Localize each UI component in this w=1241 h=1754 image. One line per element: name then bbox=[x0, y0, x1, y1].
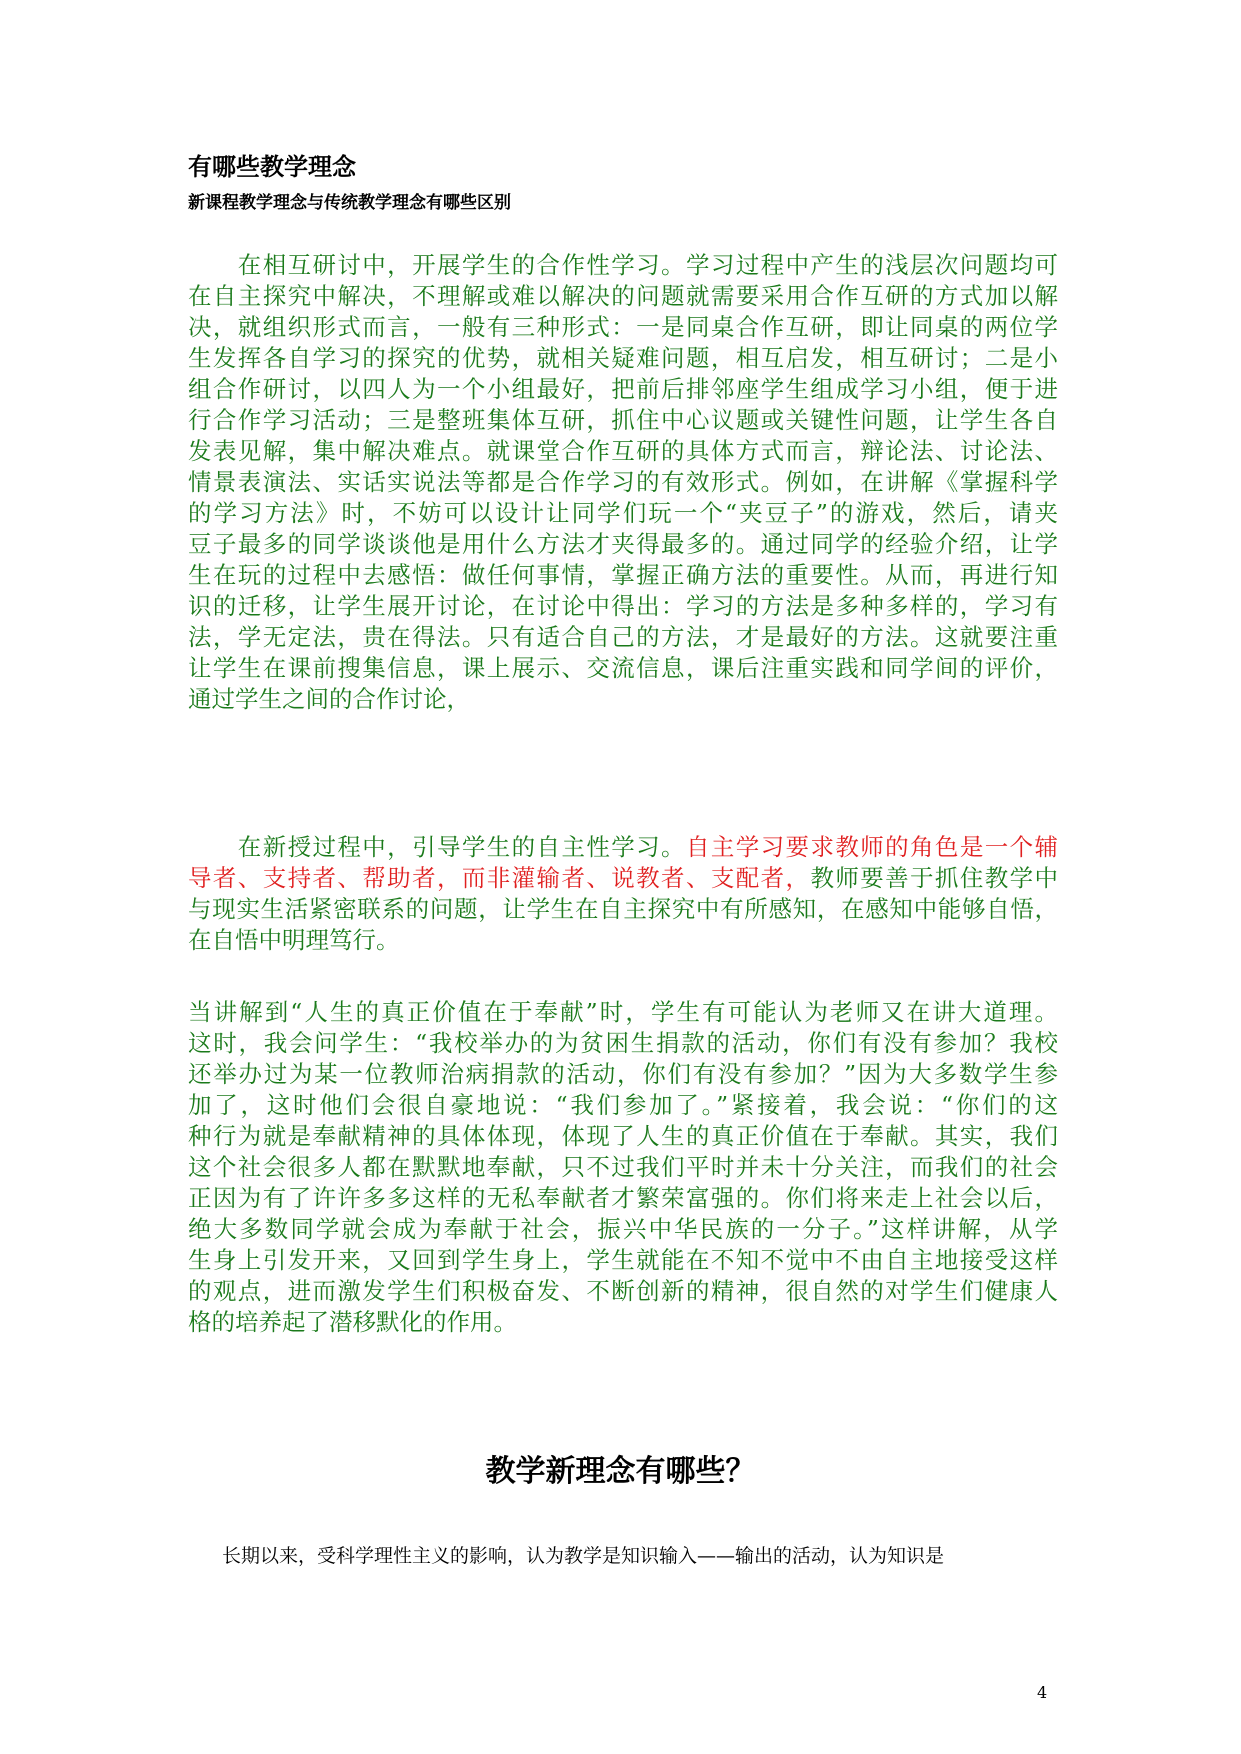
paragraph-line: 的学习方法》时，不妨可以设计让同学们玩一个“夹豆子”的游戏，然后，请夹 bbox=[188, 499, 1058, 527]
paragraph-line: 豆子最多的同学谈谈他是用什么方法才夹得最多的。通过同学的经验介绍，让学 bbox=[188, 530, 1058, 558]
paragraph-line: 在自主探究中解决，不理解或难以解决的问题就需要采用合作互研的方式加以解 bbox=[188, 282, 1058, 310]
paragraph-line: 当讲解到“人生的真正价值在于奉献”时，学生有可能认为老师又在讲大道理。 bbox=[188, 998, 1058, 1026]
paragraph-line: 格的培养起了潜移默化的作用。 bbox=[188, 1308, 517, 1336]
paragraph-line: 生发挥各自学习的探究的优势，就相关疑难问题，相互启发，相互研讨；二是小 bbox=[188, 344, 1058, 372]
paragraph-line: 还举办过为某一位教师治病捐款的活动，你们有没有参加？”因为大多数学生参 bbox=[188, 1060, 1058, 1088]
paragraph-line: 种行为就是奉献精神的具体体现，体现了人生的真正价值在于奉献。其实，我们 bbox=[188, 1122, 1058, 1150]
text-red-highlight: 自主学习要求教师的角色是一个辅 bbox=[685, 833, 1059, 861]
paragraph-line bbox=[188, 832, 1058, 863]
paragraph-line: 组合作研讨，以四人为一个小组最好，把前后排邻座学生组成学习小组，便于进 bbox=[188, 375, 1058, 403]
text-green: 在新授过程中，引导学生的自主性学习。 bbox=[188, 833, 686, 861]
paragraph-self-directed-learning bbox=[188, 832, 1058, 956]
paragraph-line: 在自悟中明理笃行。 bbox=[188, 926, 400, 954]
paragraph-line bbox=[188, 863, 1058, 894]
page-title: 有哪些教学理念 bbox=[188, 153, 356, 181]
paragraph-line: 决，就组织形式而言，一般有三种形式：一是同桌合作互研，即让同桌的两位学 bbox=[188, 313, 1058, 341]
paragraph-line: 法，学无定法，贵在得法。只有适合自己的方法，才是最好的方法。这就要注重 bbox=[188, 623, 1058, 651]
section-heading: 教学新理念有哪些？ bbox=[485, 1454, 756, 1489]
paragraph-line: 在相互研讨中，开展学生的合作性学习。学习过程中产生的浅层次问题均可 bbox=[188, 251, 1058, 279]
paragraph-line: 与现实生活紧密联系的问题，让学生在自主探究中有所感知，在感知中能够自悟， bbox=[188, 895, 1058, 923]
paragraph-cooperative-learning bbox=[188, 250, 1058, 715]
paragraph-line: 这个社会很多人都在默默地奉献，只不过我们平时并未十分关注，而我们的社会 bbox=[188, 1153, 1058, 1181]
paragraph-line: 绝大多数同学就会成为奉献于社会，振兴中华民族的一分子。”这样讲解，从学 bbox=[188, 1215, 1058, 1243]
paragraph-line: 的观点，进而激发学生们积极奋发、不断创新的精神，很自然的对学生们健康人 bbox=[188, 1277, 1058, 1305]
paragraph-line: 正因为有了许许多多这样的无私奉献者才繁荣富强的。你们将来走上社会以后， bbox=[188, 1184, 1058, 1212]
paragraph-line: 生在玩的过程中去感悟：做任何事情，掌握正确方法的重要性。从而，再进行知 bbox=[188, 561, 1058, 589]
paragraph-line: 识的迁移，让学生展开讨论，在讨论中得出：学习的方法是多种多样的，学习有 bbox=[188, 592, 1058, 620]
paragraph-line: 通过学生之间的合作讨论， bbox=[188, 685, 470, 713]
paragraph-example-dedication bbox=[188, 997, 1058, 1338]
paragraph-line: 加了，这时他们会很自豪地说：“我们参加了。”紧接着，我会说：“你们的这 bbox=[188, 1091, 1058, 1119]
paragraph-line: 发表见解，集中解决难点。就课堂合作互研的具体方式而言，辩论法、讨论法、 bbox=[188, 437, 1058, 465]
paragraph-line: 情景表演法、实话实说法等都是合作学习的有效形式。例如，在讲解《掌握科学 bbox=[188, 468, 1058, 496]
page-subtitle: 新课程教学理念与传统教学理念有哪些区别 bbox=[188, 193, 511, 213]
text-red-highlight: 导者、支持者、帮助者，而非灌输者、说教者、支配者， bbox=[188, 864, 811, 892]
page-number: 4 bbox=[1037, 1683, 1048, 1702]
text-green: 教师要善于抓住教学中 bbox=[810, 864, 1059, 892]
paragraph-intro-new-concepts: 长期以来，受科学理性主义的影响，认为教学是知识输入——输出的活动，认为知识是 bbox=[222, 1545, 945, 1567]
paragraph-line: 让学生在课前搜集信息，课上展示、交流信息，课后注重实践和同学间的评价， bbox=[188, 654, 1058, 682]
paragraph-line: 这时，我会问学生：“我校举办的为贫困生捐款的活动，你们有没有参加？我校 bbox=[188, 1029, 1058, 1057]
paragraph-line: 生身上引发开来，又回到学生身上，学生就能在不知不觉中不由自主地接受这样 bbox=[188, 1246, 1058, 1274]
paragraph-line: 行合作学习活动；三是整班集体互研，抓住中心议题或关键性问题，让学生各自 bbox=[188, 406, 1058, 434]
